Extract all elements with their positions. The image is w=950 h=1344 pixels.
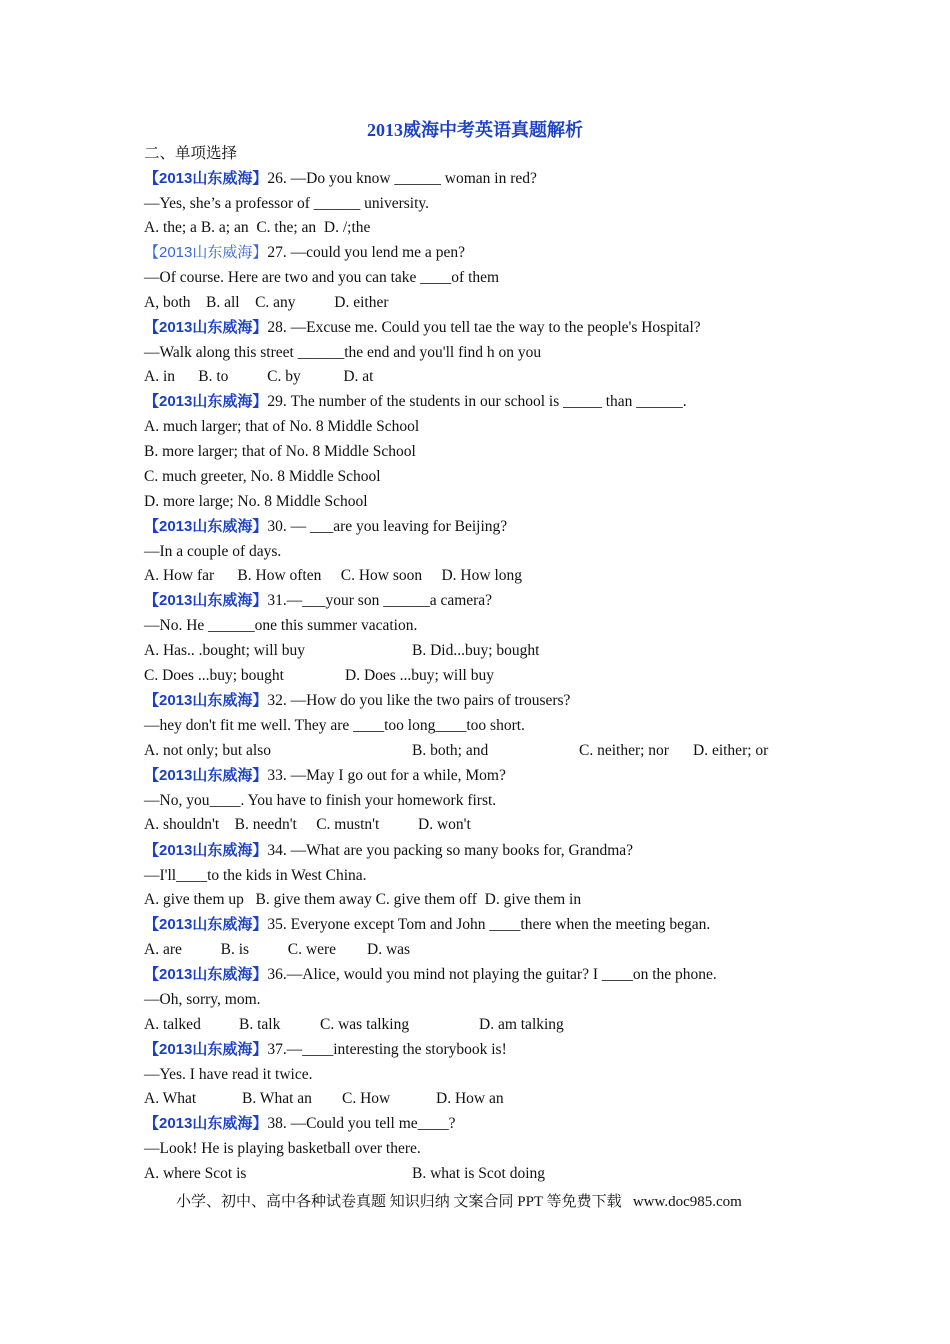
question-33 <box>144 766 506 786</box>
question-stem: 26. —Do you know ______ woman in red? <box>267 170 537 187</box>
question-stem: 28. —Excuse me. Could you tell tae the way to the people's Hospital? <box>267 319 701 336</box>
question-reply: —Look! He is playing basketball over there. <box>144 1140 421 1157</box>
option-b: B. What an <box>242 1090 312 1107</box>
question-reply: —Of course. Here are two and you can take ____of them <box>144 269 500 286</box>
question-stem: 36.—Alice, would you mind not playing the guitar? I ____on the phone. <box>267 966 717 983</box>
question-28 <box>144 318 701 338</box>
question-options: A. How far B. How often C. How soon D. How long <box>144 567 523 584</box>
question-stem: 33. —May I go out for a while, Mom? <box>267 767 506 784</box>
option-c: C. was talking <box>320 1016 410 1033</box>
question-reply: —No, you____. You have to finish your homework first. <box>144 792 497 809</box>
question-38 <box>144 1114 456 1134</box>
question-reply: —Walk along this street ______the end and you'll find h on you <box>144 344 542 361</box>
question-29 <box>144 392 687 412</box>
question-stem: 37.—____interesting the storybook is! <box>267 1041 507 1058</box>
question-options: A. are B. is C. were D. was <box>144 941 411 958</box>
option-a: A. where Scot is <box>144 1165 247 1182</box>
source-tag: 【2013山东威海】 <box>144 916 268 933</box>
question-options: A. give them up B. give them away C. give them off D. give them in <box>144 891 582 908</box>
source-tag: 【2013山东威海】 <box>144 518 268 535</box>
option-c: C. much greeter, No. 8 Middle School <box>144 468 381 485</box>
option-a: A. What <box>144 1090 197 1107</box>
page-title: 2013威海中考英语真题解析 <box>367 120 583 140</box>
question-30 <box>144 517 507 537</box>
option-a: A. not only; but also <box>144 742 272 759</box>
option-c: C. Does ...buy; bought <box>144 667 284 684</box>
question-stem: 38. —Could you tell me____? <box>267 1115 456 1132</box>
option-b: B. both; and <box>412 742 489 759</box>
question-stem: 31.—___your son ______a camera? <box>267 592 493 609</box>
source-tag: 【2013山东威海】 <box>144 244 268 261</box>
question-reply: —Yes. I have read it twice. <box>144 1066 313 1083</box>
option-a: A. talked <box>144 1016 201 1033</box>
question-options: A. in B. to C. by D. at <box>144 368 374 385</box>
source-tag: 【2013山东威海】 <box>144 692 268 709</box>
question-35 <box>144 915 710 935</box>
source-tag: 【2013山东威海】 <box>144 319 268 336</box>
source-tag: 【2013山东威海】 <box>144 592 268 609</box>
option-b: B. talk <box>239 1016 281 1033</box>
question-27 <box>144 243 465 263</box>
question-stem: 29. The number of the students in our school is _____ than ______. <box>267 393 687 410</box>
source-tag: 【2013山东威海】 <box>144 393 268 410</box>
source-tag: 【2013山东威海】 <box>144 170 268 187</box>
option-b: B. what is Scot doing <box>412 1165 546 1182</box>
question-31 <box>144 591 492 611</box>
option-d: D. am talking <box>479 1016 564 1033</box>
question-options: A. shouldn't B. needn't C. mustn't D. won't <box>144 816 471 833</box>
option-b: B. Did...buy; bought <box>412 642 540 659</box>
source-tag: 【2013山东威海】 <box>144 767 268 784</box>
question-stem: 35. Everyone except Tom and John ____there when the meeting began. <box>267 916 711 933</box>
question-stem: 34. —What are you packing so many books for, Grandma? <box>267 842 634 859</box>
question-stem: 27. —could you lend me a pen? <box>267 244 465 261</box>
question-reply: —I'll____to the kids in West China. <box>144 867 367 884</box>
source-tag: 【2013山东威海】 <box>144 1041 268 1058</box>
option-c: C. How <box>342 1090 391 1107</box>
option-d: D. either; or <box>693 742 769 759</box>
question-reply: —Oh, sorry, mom. <box>144 991 261 1008</box>
question-32 <box>144 691 570 711</box>
option-d: D. more large; No. 8 Middle School <box>144 493 368 510</box>
source-tag: 【2013山东威海】 <box>144 966 268 983</box>
question-reply: —In a couple of days. <box>144 543 282 560</box>
question-options: A, both B. all C. any D. either <box>144 294 389 311</box>
footer-note: 小学、初中、高中各种试卷真题 知识归纳 文案合同 PPT 等免费下载 www.doc985.com <box>176 1194 742 1210</box>
option-c: C. neither; nor <box>579 742 669 759</box>
question-options: A. the; a B. a; an C. the; an D. /;the <box>144 219 371 236</box>
section-heading: 二、单项选择 <box>144 145 238 162</box>
option-d: D. How an <box>436 1090 504 1107</box>
question-reply: —hey don't fit me well. They are ____too long____too short. <box>144 717 525 734</box>
option-a: A. much larger; that of No. 8 Middle School <box>144 418 420 435</box>
question-26 <box>144 169 537 189</box>
question-37 <box>144 1040 507 1060</box>
option-d: D. Does ...buy; will buy <box>345 667 494 684</box>
question-reply: —Yes, she’s a professor of ______ university. <box>144 195 430 212</box>
question-stem: 32. —How do you like the two pairs of trousers? <box>267 692 571 709</box>
option-a: A. Has.. .bought; will buy <box>144 642 306 659</box>
source-tag: 【2013山东威海】 <box>144 842 268 859</box>
question-stem: 30. — ___are you leaving for Beijing? <box>267 518 508 535</box>
source-tag: 【2013山东威海】 <box>144 1115 268 1132</box>
question-36 <box>144 965 717 985</box>
question-34 <box>144 841 633 861</box>
question-reply: —No. He ______one this summer vacation. <box>144 617 418 634</box>
option-b: B. more larger; that of No. 8 Middle School <box>144 443 416 460</box>
